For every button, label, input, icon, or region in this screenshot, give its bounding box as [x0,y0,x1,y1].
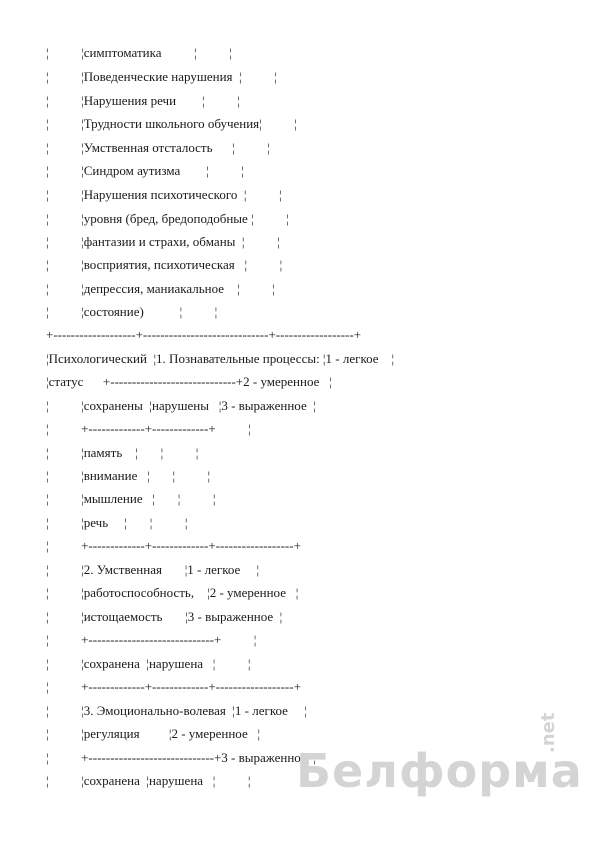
table-border-line: ¦ +-------------+-------------+------------------+ [46,679,301,694]
text-line: ¦ ¦внимание ¦ ¦ ¦ [46,468,211,483]
text-line: ¦ ¦Нарушения психотического ¦ ¦ [46,187,282,202]
text-line: ¦Психологический ¦1. Познавательные процессы: ¦1 - легкое ¦ [46,351,395,366]
text-line: ¦ ¦депрессия, маниакальное ¦ ¦ [46,281,275,296]
text-line: ¦ ¦сохранена ¦нарушена ¦ ¦ [46,656,251,671]
text-line: ¦ ¦Трудности школьного обучения¦ ¦ [46,116,297,131]
text-line: ¦ ¦восприятия, психотическая ¦ ¦ [46,257,283,272]
table-border-line: ¦ +-------------+-------------+------------------+ [46,538,301,553]
table-border-line: ¦ +-------------+-------------+ ¦ [46,421,251,436]
text-line: ¦ ¦истощаемость ¦3 - выраженное ¦ [46,609,283,624]
text-line: ¦ ¦память ¦ ¦ ¦ [46,445,199,460]
table-border-line: ¦ +-----------------------------+ ¦ [46,632,257,647]
text-line: ¦ ¦речь ¦ ¦ ¦ [46,515,188,530]
text-line: ¦ ¦2. Умственная ¦1 - легкое ¦ [46,562,260,577]
table-border-line: ¦ +-----------------------------+3 - выраженное ¦ [46,750,316,765]
watermark-suffix: .net [538,712,559,753]
text-line: ¦ ¦Умственная отсталость ¦ ¦ [46,140,270,155]
text-line: ¦ ¦Нарушения речи ¦ ¦ [46,93,240,108]
table-border-line: +-------------------+-----------------------------+------------------+ [46,327,362,342]
text-line: ¦ ¦мышление ¦ ¦ ¦ [46,491,216,506]
text-line: ¦ ¦симптоматика ¦ ¦ [46,45,232,60]
text-line: ¦ ¦Синдром аутизма ¦ ¦ [46,163,244,178]
text-line: ¦ ¦сохранены ¦нарушены ¦3 - выраженное ¦ [46,398,316,413]
text-line: ¦ ¦работоспособность, ¦2 - умеренное ¦ [46,585,299,600]
text-line: ¦ ¦фантазии и страхи, обманы ¦ ¦ [46,234,280,249]
text-line: ¦ ¦состояние) ¦ ¦ [46,304,218,319]
text-line: ¦ ¦сохранена ¦нарушена ¦ ¦ [46,773,251,788]
text-line: ¦ ¦Поведенческие нарушения ¦ ¦ [46,69,277,84]
text-line: ¦ ¦регуляция ¦2 - умеренное ¦ [46,726,261,741]
text-line: ¦ ¦3. Эмоционально-волевая ¦1 - легкое ¦ [46,703,307,718]
text-line: ¦статус +-----------------------------+2 - умеренное ¦ [46,374,332,389]
text-line: ¦ ¦уровня (бред, бредоподобные ¦ ¦ [46,211,289,226]
watermark-logo: Белформа [296,744,583,798]
